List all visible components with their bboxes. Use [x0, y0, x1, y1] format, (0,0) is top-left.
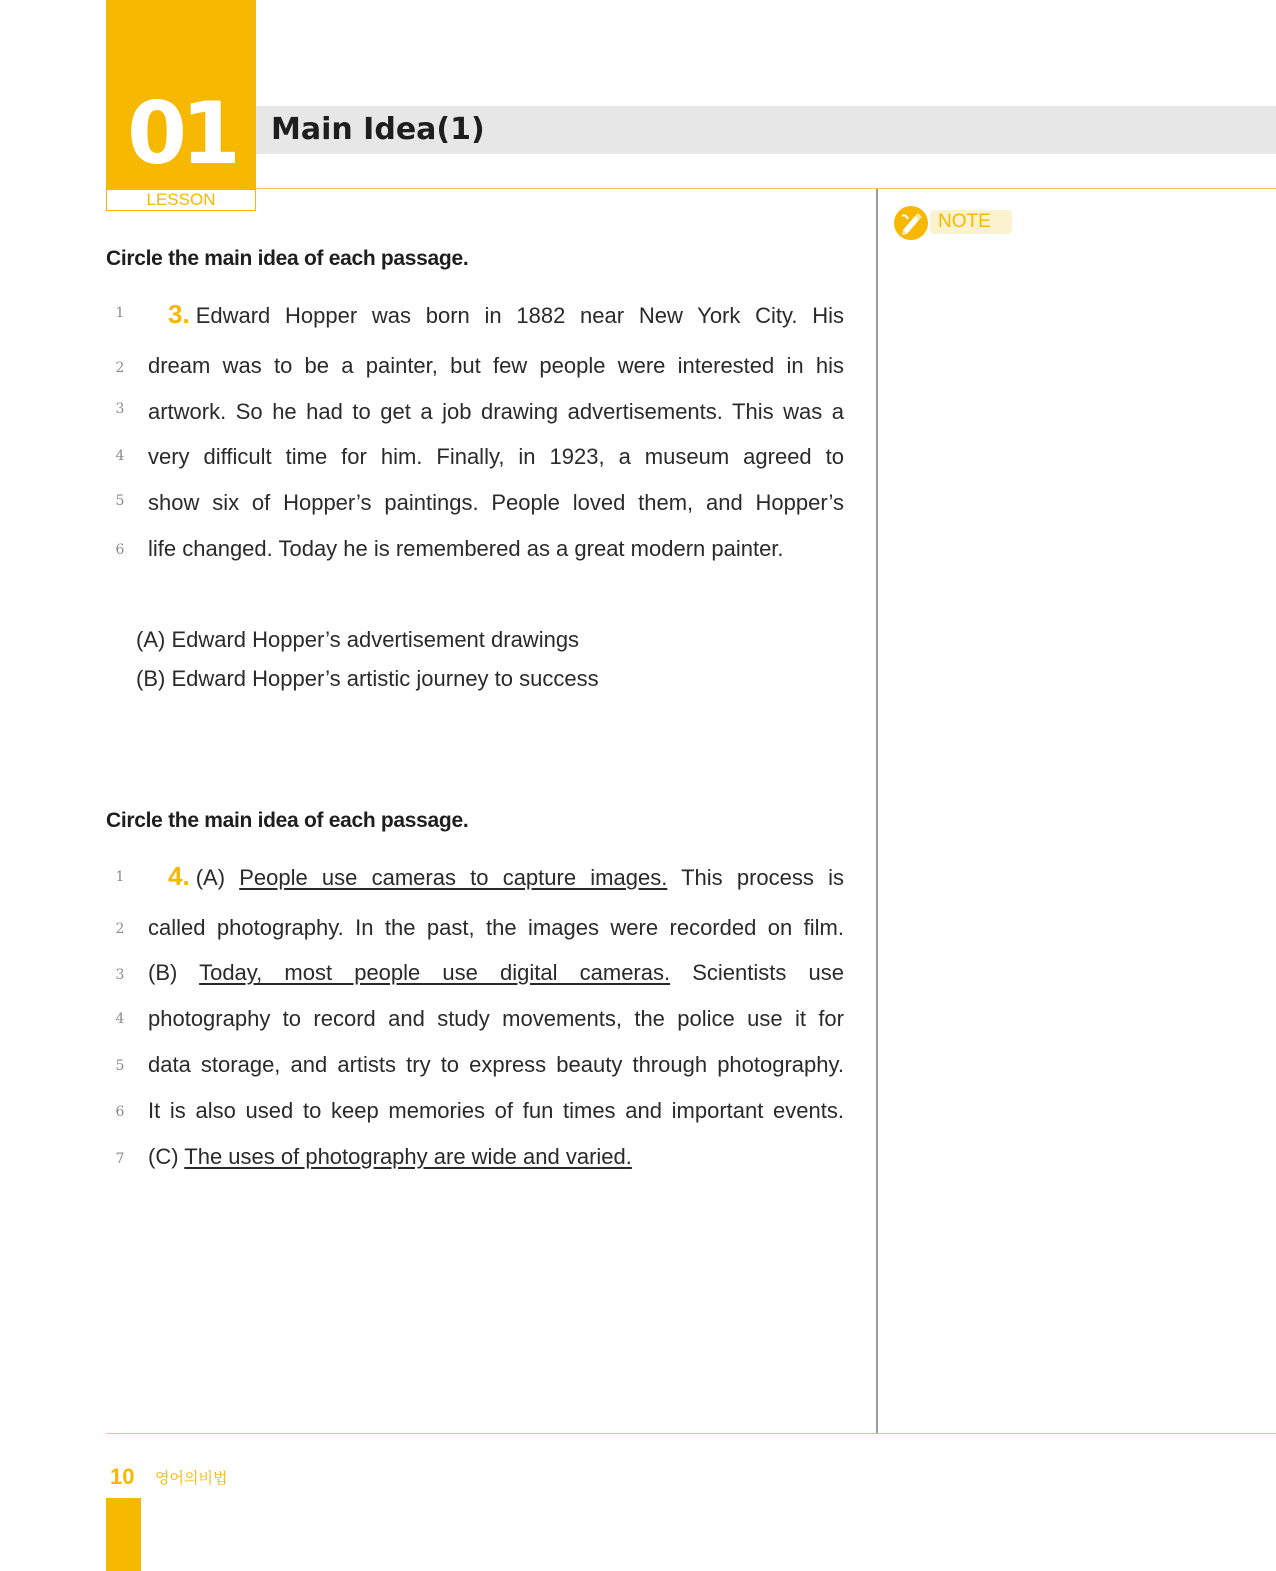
- note-label: NOTE: [930, 210, 1012, 234]
- passage3-line-2: dream was to be a painter, but few people were interested in his: [148, 353, 844, 378]
- line-number: 1: [115, 869, 125, 885]
- line-number: 5: [115, 1058, 125, 1074]
- line-text: This process is: [667, 865, 844, 890]
- lesson-label: LESSON: [106, 189, 256, 211]
- question-number: 4.: [168, 861, 190, 891]
- line-number: 7: [115, 1151, 125, 1167]
- underlined-sentence-b[interactable]: Today, most people use digital cameras.: [199, 960, 671, 985]
- line-number: 5: [115, 493, 125, 509]
- line-number: 3: [115, 401, 125, 417]
- pencil-leaf-icon: [894, 206, 928, 240]
- footer-divider: [106, 1433, 1276, 1434]
- choice-b[interactable]: (B) Edward Hopper’s artistic journey to success: [136, 666, 599, 691]
- passage4-line-4: photography to record and study movements, the police use it for: [148, 1006, 844, 1031]
- choice-a[interactable]: (A) Edward Hopper’s advertisement drawings: [136, 627, 580, 652]
- line-number: 6: [115, 542, 125, 558]
- line-text: Scientists use: [670, 960, 844, 985]
- header-divider: [256, 188, 1276, 189]
- sentence-label: (C): [148, 1144, 185, 1169]
- line-number: 4: [115, 1011, 125, 1027]
- line-number: 2: [115, 360, 125, 376]
- line-number: 1: [115, 305, 125, 321]
- line-text: Edward Hopper was born in 1882 near New York City. His: [195, 303, 844, 328]
- page-number: 10: [110, 1464, 135, 1489]
- passage3-line-4: very difficult time for him. Finally, in 1923, a museum agreed to: [148, 444, 844, 469]
- lesson-number: 01: [127, 84, 235, 184]
- section1-instruction: Circle the main idea of each passage.: [106, 247, 469, 270]
- underlined-sentence-c[interactable]: The uses of photography are wide and varied.: [184, 1144, 632, 1169]
- passage3-line-3: artwork. So he had to get a job drawing advertisements. This was a: [148, 399, 844, 424]
- passage4-line-6: It is also used to keep memories of fun times and important events.: [148, 1098, 844, 1123]
- underlined-sentence-a[interactable]: People use cameras to capture images.: [239, 865, 668, 890]
- line-number: 3: [115, 967, 125, 983]
- section2-instruction: Circle the main idea of each passage.: [106, 809, 469, 832]
- line-number: 6: [115, 1104, 125, 1120]
- line-number: 2: [115, 921, 125, 937]
- sentence-label: (A): [195, 865, 240, 890]
- passage3-line-5: show six of Hopper’s paintings. People loved them, and Hopper’s: [148, 490, 844, 515]
- line-number: 4: [115, 448, 125, 464]
- passage4-line-3: [148, 959, 844, 987]
- passage4-line-2: called photography. In the past, the images were recorded on film.: [148, 915, 844, 940]
- question-number: 3.: [168, 299, 190, 329]
- passage4-line-1: [168, 862, 844, 892]
- book-title: 영어의비법: [155, 1470, 228, 1487]
- note-column-divider: [876, 189, 878, 1434]
- passage4-line-5: data storage, and artists try to express beauty through photography.: [148, 1052, 844, 1077]
- footer-tab: [106, 1498, 141, 1571]
- sentence-label: (B): [148, 960, 200, 985]
- passage4-line-7: [148, 1143, 844, 1171]
- page-title: Main Idea(1): [271, 112, 485, 147]
- passage3-line-1: [168, 300, 844, 330]
- passage3-line-6: life changed. Today he is remembered as a great modern painter.: [148, 536, 784, 561]
